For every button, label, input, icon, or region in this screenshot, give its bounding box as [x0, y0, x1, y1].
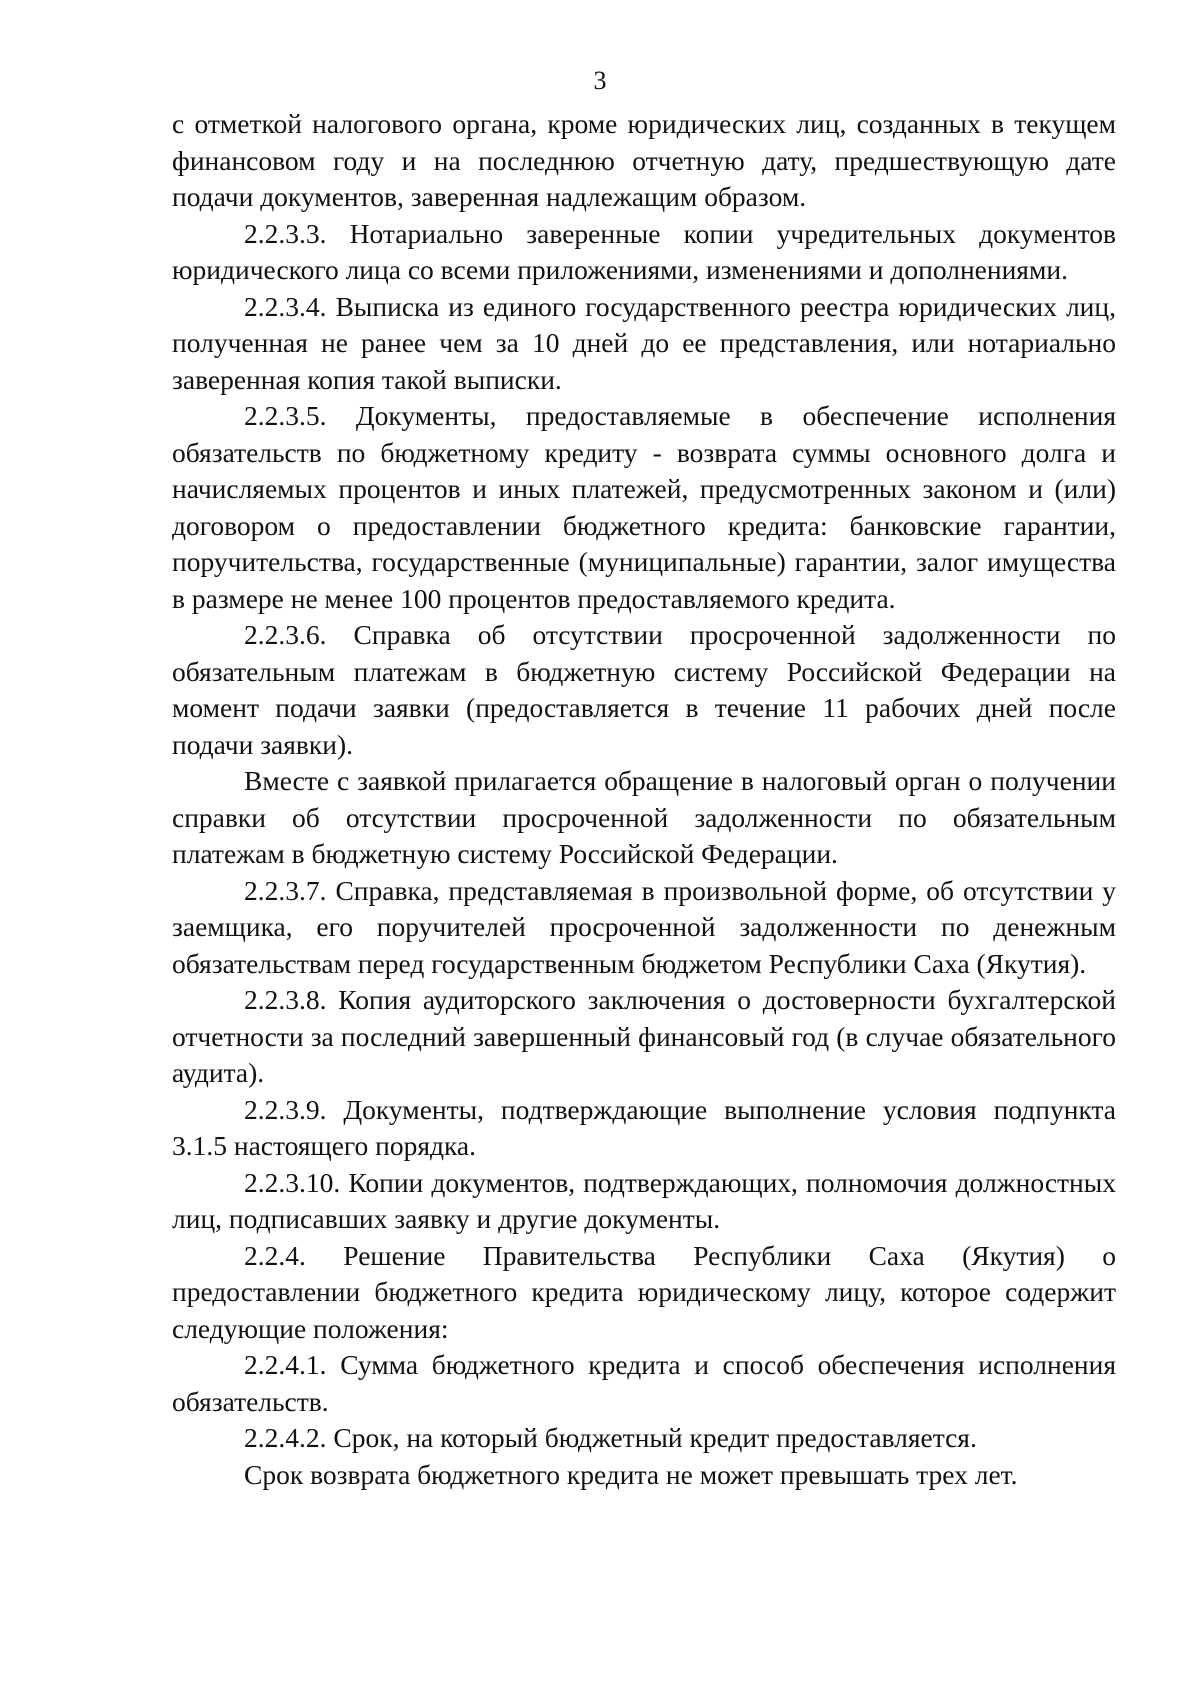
paragraph-2-2-3-8: 2.2.3.8. Копия аудиторского заключения о достоверности бухгалтерской отчетности за последний завершенный финансовый год (в случае обязательного аудита). — [172, 984, 1116, 1088]
paragraph-2-2-3-6: 2.2.3.6. Справка об отсутствии просроченной задолженности по обязательным платежам в бюджетную систему Российской Федерации на момент подачи заявки (предоставляется в течение 11 рабочих дней после подачи заявки). — [172, 619, 1116, 760]
paragraph-2-2-3-3: 2.2.3.3. Нотариально заверенные копии учредительных документов юридического лица со всеми приложениями, изменениями и дополнениями. — [172, 217, 1116, 285]
paragraph-application-appeal: Вместе с заявкой прилагается обращение в налоговый орган о получении справки об отсутствии просроченной задолженности по обязательным платежам в бюджетную систему Российской Федерации. — [172, 765, 1116, 869]
paragraph-continuation: с отметкой налогового органа, кроме юридических лиц, созданных в текущем финансовом году и на последнюю отчетную дату, предшествующую дате подачи документов, заверенная надлежащим образом. — [172, 108, 1116, 212]
paragraph-2-2-3-9: 2.2.3.9. Документы, подтверждающие выполнение условия подпункта 3.1.5 настоящего порядка. — [172, 1093, 1116, 1161]
paragraph-2-2-3-5: 2.2.3.5. Документы, предоставляемые в обеспечение исполнения обязательств по бюджетному кредиту - возврата суммы основного долга и начисляемых процентов и иных платежей, предусмотренных законом и (или) договором о предоставлении бюджетного кредита: банковские гарантии, поручительства, государственные (муниципальные) гарантии, залог имущества в размере не менее 100 процентов предоставляемого кредита. — [172, 400, 1116, 614]
paragraph-2-2-4: 2.2.4. Решение Правительства Республики Саха (Якутия) о предоставлении бюджетного кредита юридическому лицу, которое содержит следующие положения: — [172, 1239, 1116, 1344]
paragraph-2-2-4-2: 2.2.4.2. Срок, на который бюджетный кредит предоставляется. — [244, 1422, 977, 1453]
document-body — [172, 106, 1116, 1493]
paragraph-repayment-term: Срок возврата бюджетного кредита не может превышать трех лет. — [244, 1458, 1018, 1490]
paragraph-2-2-3-10: 2.2.3.10. Копии документов, подтверждающих, полномочия должностных лиц, подписавших заявку и другие документы. — [172, 1166, 1116, 1234]
page-number: 3 — [593, 66, 607, 95]
paragraph-2-2-3-4: 2.2.3.4. Выписка из единого государственного реестра юридических лиц, полученная не ранее чем за 10 дней до ее представления, или нотариально заверенная копия такой выписки. — [172, 290, 1116, 395]
paragraph-2-2-4-1: 2.2.4.1. Сумма бюджетного кредита и способ обеспечения исполнения обязательств. — [172, 1349, 1116, 1417]
paragraph-2-2-3-7: 2.2.3.7. Справка, представляемая в произвольной форме, об отсутствии у заемщика, его поручителей просроченной задолженности по денежным обязательствам перед государственным бюджетом Республики Саха (Якутия). — [172, 874, 1116, 979]
